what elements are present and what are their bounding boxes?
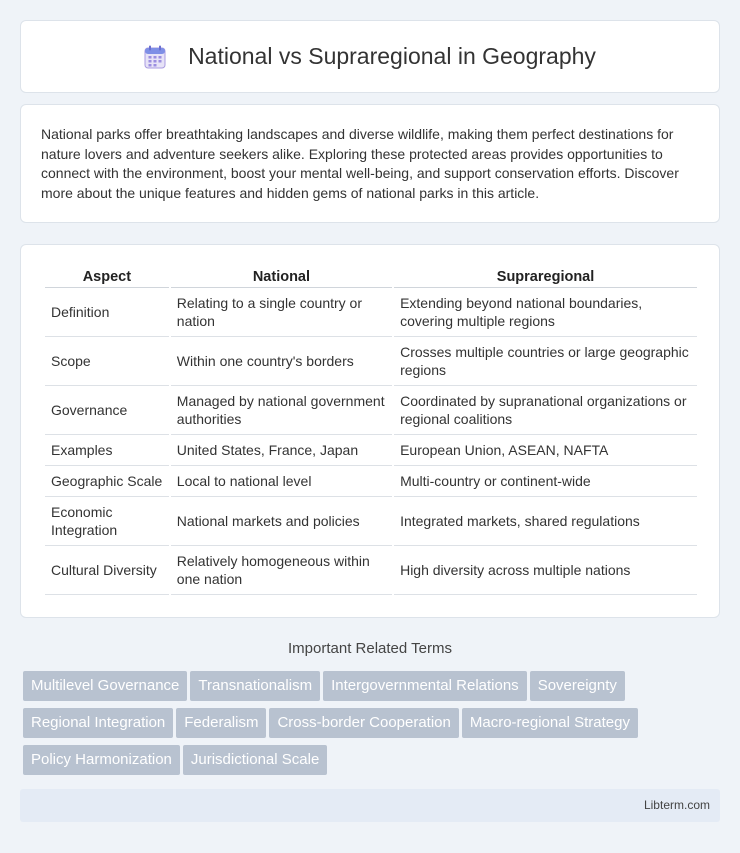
calendar-icon <box>144 45 166 69</box>
table-cell: Relatively homogeneous within one nation <box>171 546 392 595</box>
tag-federalism[interactable]: Federalism <box>176 708 266 738</box>
table-cell: Examples <box>45 435 169 466</box>
table-cell: Economic Integration <box>45 497 169 546</box>
table-cell: European Union, ASEAN, NAFTA <box>394 435 697 466</box>
footer-link[interactable]: Libterm.com <box>643 798 710 812</box>
table-row <box>45 546 697 595</box>
table-cell: Relating to a single country or nation <box>171 288 392 337</box>
table-cell: Managed by national government authorities <box>171 386 392 435</box>
comparison-table <box>43 265 699 595</box>
tag-regional-integration[interactable]: Regional Integration <box>23 708 173 738</box>
tag-transnationalism[interactable]: Transnationalism <box>190 671 320 701</box>
page-title: National vs Supraregional in Geography <box>188 43 596 69</box>
column-header: National <box>171 265 392 288</box>
tag-jurisdictional-scale[interactable]: Jurisdictional Scale <box>183 745 327 775</box>
table-row <box>45 497 697 546</box>
table-row <box>45 337 697 386</box>
table-cell: High diversity across multiple nations <box>394 546 697 595</box>
table-cell: Geographic Scale <box>45 466 169 497</box>
table-row <box>45 466 697 497</box>
table-row <box>45 435 697 466</box>
table-cell: Crosses multiple countries or large geographic regions <box>394 337 697 386</box>
table-cell: Coordinated by supranational organizations or regional coalitions <box>394 386 697 435</box>
column-header: Aspect <box>45 265 169 288</box>
table-cell: United States, France, Japan <box>171 435 392 466</box>
tag-multilevel-governance[interactable]: Multilevel Governance <box>23 671 187 701</box>
tag-policy-harmonization[interactable]: Policy Harmonization <box>23 745 180 775</box>
intro-card <box>20 104 720 223</box>
table-row <box>45 386 697 435</box>
table-header-row <box>45 265 697 288</box>
tag-sovereignty[interactable]: Sovereignty <box>530 671 625 701</box>
table-row <box>45 288 697 337</box>
table-cell: Multi-country or continent-wide <box>394 466 697 497</box>
table-cell: National markets and policies <box>171 497 392 546</box>
table-cell: Local to national level <box>171 466 392 497</box>
column-header: Supraregional <box>394 265 697 288</box>
table-cell: Extending beyond national boundaries, covering multiple regions <box>394 288 697 337</box>
tag-cross-border-cooperation[interactable]: Cross-border Cooperation <box>269 708 458 738</box>
related-terms-title: Important Related Terms <box>288 640 452 657</box>
header-card <box>20 20 720 93</box>
tag-macro-regional-strategy[interactable]: Macro-regional Strategy <box>462 708 638 738</box>
table-cell: Governance <box>45 386 169 435</box>
table-cell: Definition <box>45 288 169 337</box>
footer <box>20 789 720 822</box>
table-cell: Integrated markets, shared regulations <box>394 497 697 546</box>
table-cell: Within one country's borders <box>171 337 392 386</box>
related-terms-tags <box>23 671 723 782</box>
table-cell: Scope <box>45 337 169 386</box>
comparison-table-card <box>20 244 720 618</box>
tag-intergovernmental-relations[interactable]: Intergovernmental Relations <box>323 671 527 701</box>
intro-text: National parks offer breathtaking landscapes and diverse wildlife, making them perfect destinations for nature lovers and adventure seekers alike. Exploring these protected areas provides opportunities to connect with the environment, boost your mental well-being, and support conservation efforts. Discover more about the unique features and hidden gems of national parks in this article. <box>41 126 679 201</box>
table-cell: Cultural Diversity <box>45 546 169 595</box>
